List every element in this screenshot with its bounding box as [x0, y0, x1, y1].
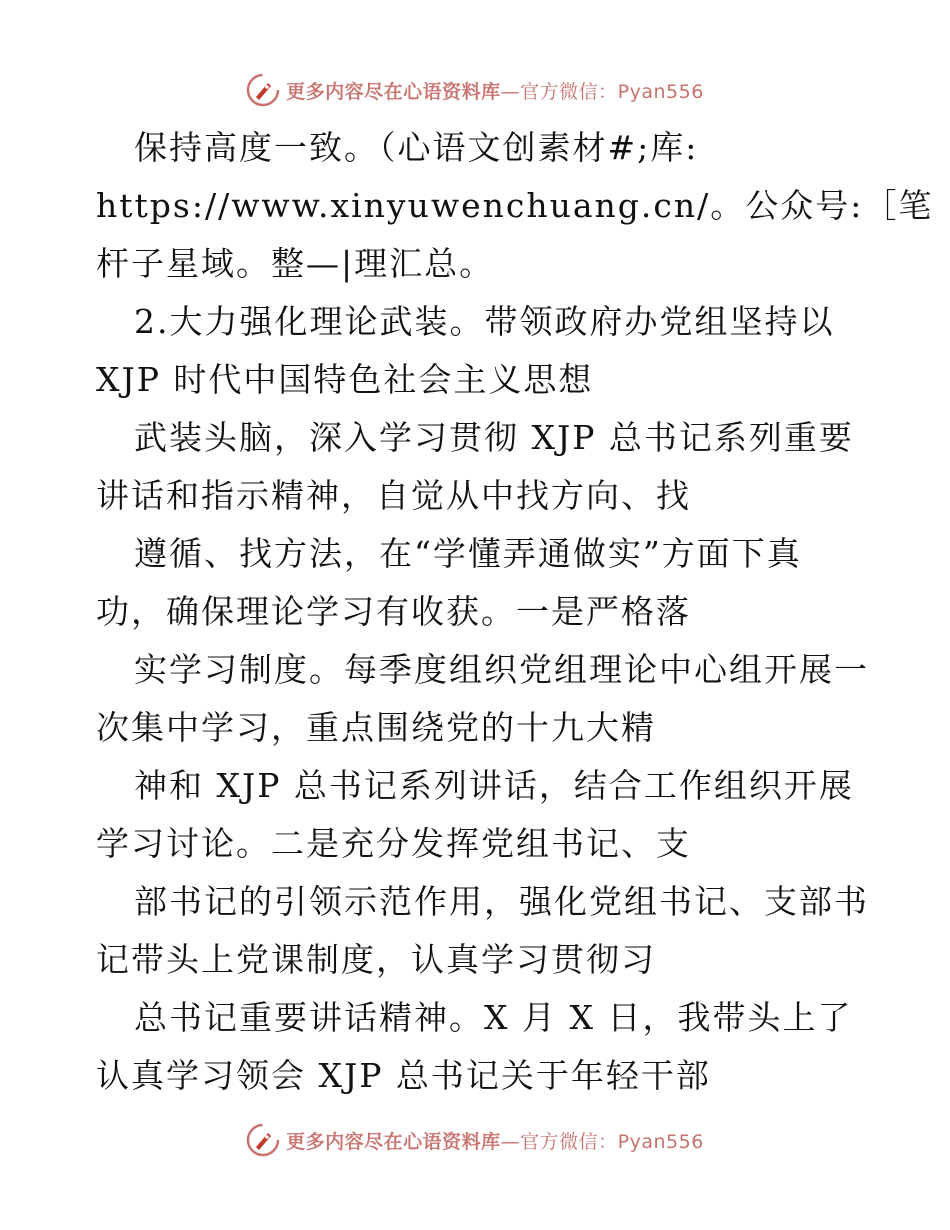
text-line: 杆子星域。整—|理汇总。 [96, 244, 495, 283]
watermark-brand: 更多内容尽在心语资料库 [286, 1130, 501, 1153]
watermark-brand: 更多内容尽在心语资料库 [286, 80, 501, 103]
pen-nib-icon [246, 1123, 280, 1157]
text-line: 2.大力强化理论武装。带领政府办党组坚持以 [134, 302, 835, 341]
text-line: 神和 XJP 总书记系列讲话，结合工作组织开展 [134, 766, 854, 805]
text-line: 保持高度一致。（心语文创素材#;库: [134, 128, 699, 167]
header-watermark [0, 70, 950, 110]
text-line: https://www.xinyuwenchuang.cn/。公众号:［笔 [96, 186, 934, 225]
text-line: 武装头脑，深入学习贯彻 XJP 总书记系列重要 [134, 418, 854, 457]
watermark-text [286, 1127, 704, 1154]
pen-nib-icon [246, 73, 280, 107]
text-line: 遵循、找方法，在“学懂弄通做实”方面下真 [134, 534, 802, 573]
text-line: 功，确保理论学习有收获。一是严格落 [96, 592, 691, 631]
text-line: XJP 时代中国特色社会主义思想 [96, 360, 594, 399]
text-line: 学习讨论。二是充分发挥党组书记、支 [96, 824, 691, 863]
text-line: 次集中学习，重点围绕党的十九大精 [96, 708, 656, 747]
watermark-contact: 官方微信：Pyan556 [520, 80, 704, 103]
watermark-dash: — [500, 80, 521, 103]
watermark-contact: 官方微信：Pyan556 [520, 1130, 704, 1153]
text-line: 认真学习领会 XJP 总书记关于年轻干部 [96, 1056, 711, 1095]
watermark-text [286, 77, 704, 104]
watermark-dash: — [500, 1130, 521, 1153]
footer-watermark [0, 1120, 950, 1160]
text-line: 部书记的引领示范作用，强化党组书记、支部书 [134, 882, 869, 921]
text-line: 实学习制度。每季度组织党组理论中心组开展一 [134, 650, 869, 689]
text-line: 记带头上党课制度，认真学习贯彻习 [96, 940, 656, 979]
text-line: 总书记重要讲话精神。X 月 X 日，我带头上了 [134, 998, 853, 1037]
text-line: 讲话和指示精神，自觉从中找方向、找 [96, 476, 691, 515]
